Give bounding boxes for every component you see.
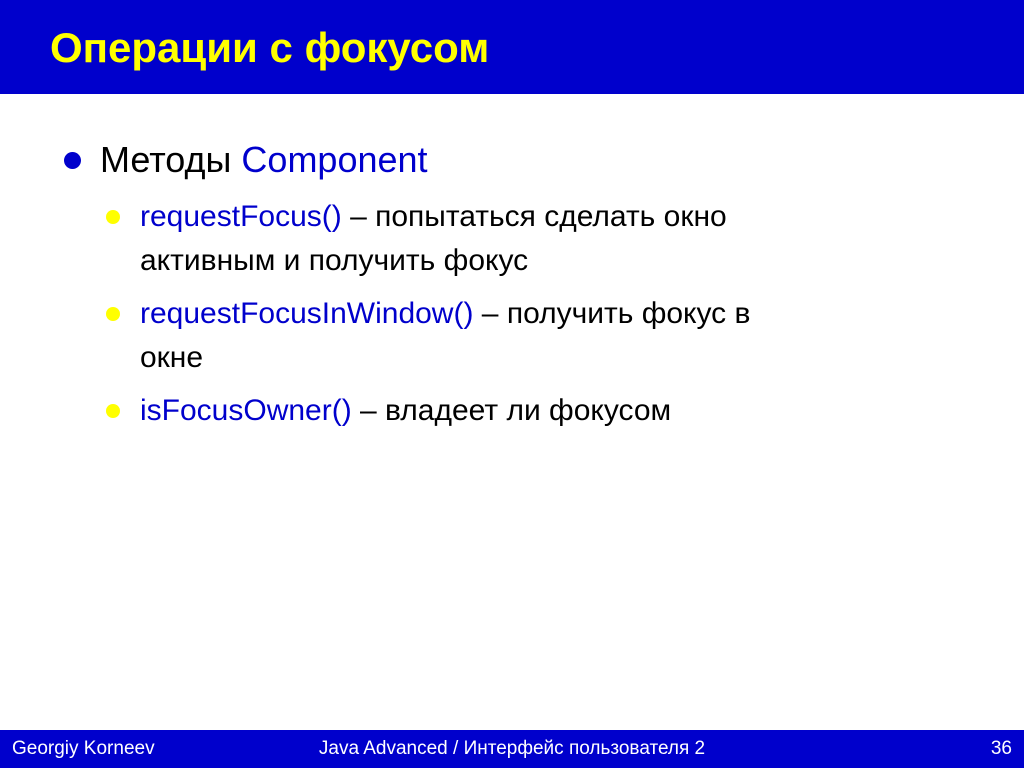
slide-title: Операции с фокусом: [50, 24, 490, 71]
sub-bullet-dot-icon: [106, 307, 120, 321]
bullet-dot-icon: [64, 152, 81, 169]
sub-bullet-code: requestFocusInWindow(): [140, 297, 474, 330]
sub-bullet-is-focus-owner: [140, 392, 671, 430]
sub-bullet-text: – попытаться сделать окно: [341, 200, 727, 233]
footer-author: Georgiy Korneev: [12, 738, 155, 759]
footer-course-title: Java Advanced / Интерфейс пользователя 2: [318, 738, 706, 759]
sub-bullet-request-focus-in-window: [140, 295, 750, 333]
sub-bullet-dot-icon: [106, 210, 120, 224]
sub-bullet-request-focus: [140, 198, 727, 236]
footer-page-number: 36: [990, 738, 1012, 759]
sub-bullet-code: requestFocus(): [140, 200, 342, 233]
sub-bullet-request-focus-continued: активным и получить фокус: [140, 244, 529, 277]
sub-bullet-text: – владеет ли фокусом: [351, 394, 672, 427]
sub-bullet-code: isFocusOwner(): [140, 394, 352, 427]
bullet-text: Методы: [100, 139, 242, 180]
sub-bullet-text: – получить фокус в: [473, 297, 751, 330]
sub-bullet-request-focus-in-window-continued: окне: [140, 341, 204, 374]
bullet-methods-component: [100, 139, 428, 181]
bullet-code-component: Component: [241, 139, 428, 180]
sub-bullet-dot-icon: [106, 404, 120, 418]
slide-footer: [0, 730, 1024, 768]
